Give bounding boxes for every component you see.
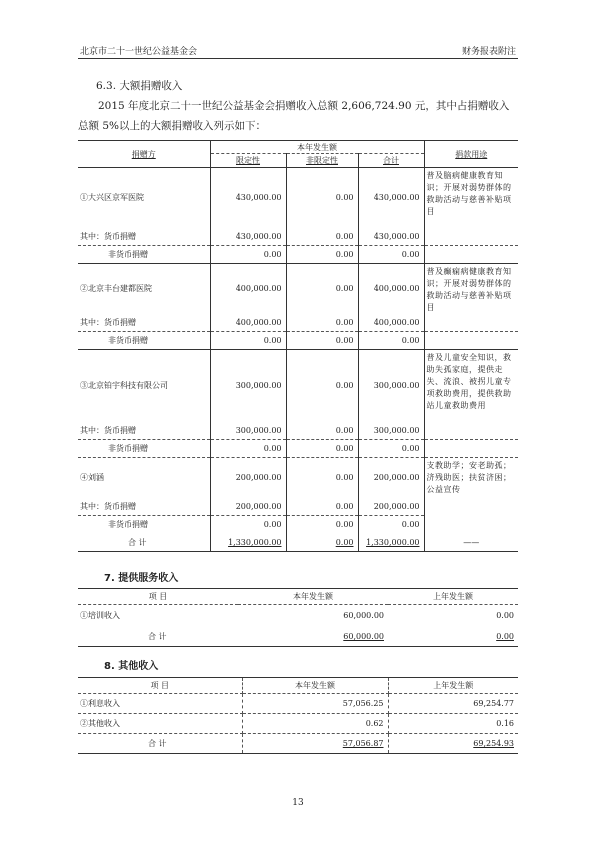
total-row — [78, 627, 518, 647]
other-income-table — [78, 677, 518, 754]
service-income-wrapper — [78, 588, 518, 647]
table-row — [78, 246, 518, 264]
table-row — [78, 332, 518, 350]
total-row — [78, 734, 518, 754]
donation-table — [78, 140, 518, 552]
noncash-total: 0.00 — [358, 440, 424, 458]
total-label: 合 计 — [148, 631, 167, 641]
table-row — [78, 714, 518, 734]
total-current: 60,000.00 — [343, 631, 384, 641]
prior-value: 0.16 — [388, 714, 518, 734]
header-unrestricted: 非限定性 — [286, 154, 358, 168]
noncash-label: 非货币捐赠 — [78, 440, 210, 458]
noncash-restricted: 0.00 — [210, 440, 286, 458]
donation-purpose: 支教助学；安老助孤；济残助医；扶贫济困；公益宣传 — [426, 461, 512, 494]
cash-restricted: 300,000.00 — [210, 422, 286, 440]
cash-label: 其中：货币捐赠 — [78, 228, 210, 246]
header-current-year: 本年发生额 — [210, 141, 424, 154]
noncash-label: 非货币捐赠 — [78, 246, 210, 264]
cash-label: 其中：货币捐赠 — [78, 314, 210, 332]
donation-purpose: 普及脑病健康教育知识；开展对弱势群体的救助活动与慈善补贴项目 — [424, 168, 518, 246]
total-label: 合 计 — [78, 534, 210, 552]
noncash-total: 0.00 — [358, 516, 424, 534]
total-unrestricted: 0.00 — [286, 534, 358, 552]
header-org-name: 北京市二十一世纪公益基金会 — [80, 47, 198, 57]
cash-restricted: 400,000.00 — [210, 314, 286, 332]
total-value: 200,000.00 — [358, 458, 424, 498]
cash-unrestricted: 0.00 — [286, 228, 358, 246]
table-row — [78, 350, 518, 422]
noncash-restricted: 0.00 — [210, 332, 286, 350]
total-label: 合 计 — [78, 734, 242, 754]
donation-purpose: 普及癫痫病健康教育知识；开展对弱势群体的救助活动与慈善补贴项目 — [424, 264, 518, 332]
donor-name: ③北京铂宇科技有限公司 — [78, 350, 210, 422]
noncash-total: 0.00 — [358, 332, 424, 350]
table-row — [78, 168, 518, 228]
section-8-title: 8. 其他收入 — [104, 661, 159, 672]
cash-unrestricted: 0.00 — [286, 498, 358, 516]
noncash-unrestricted: 0.00 — [286, 516, 358, 534]
cash-restricted: 200,000.00 — [210, 498, 286, 516]
noncash-unrestricted: 0.00 — [286, 332, 358, 350]
page-number: 13 — [292, 798, 304, 808]
unrestricted-value: 0.00 — [286, 458, 358, 498]
cash-label: 其中：货币捐赠 — [78, 498, 210, 516]
total-total: 1,330,000.00 — [358, 534, 424, 552]
header-prior: 上年发生额 — [388, 589, 518, 605]
table-row — [78, 458, 518, 498]
current-value: 60,000.00 — [343, 611, 384, 621]
section-6-3-title: 6.3. 大额捐赠收入 — [96, 80, 183, 92]
unrestricted-value: 0.00 — [286, 350, 358, 422]
current-value: 57,056.25 — [242, 694, 388, 714]
header-item: 项 目 — [78, 678, 242, 694]
restricted-value: 430,000.00 — [210, 168, 286, 228]
cash-total: 200,000.00 — [358, 498, 424, 516]
header-prior: 上年发生额 — [388, 678, 518, 694]
noncash-unrestricted: 0.00 — [286, 246, 358, 264]
noncash-label: 非货币捐赠 — [78, 332, 210, 350]
section-6-3-paragraph: 2015 年度北京二十一世纪公益基金会捐赠收入总额 2,606,724.90 元，其中占捐赠收入总额 5%以上的大额捐赠收入列示如下： — [78, 100, 510, 132]
prior-value: 69,254.77 — [388, 694, 518, 714]
cash-label: 其中：货币捐赠 — [78, 422, 210, 440]
table-row — [78, 516, 518, 534]
restricted-value: 200,000.00 — [210, 458, 286, 498]
cash-total: 430,000.00 — [358, 228, 424, 246]
header-item: 项 目 — [78, 589, 238, 605]
cash-unrestricted: 0.00 — [286, 422, 358, 440]
total-current: 57,056.87 — [242, 734, 388, 754]
service-income-table — [78, 588, 518, 647]
cash-total: 400,000.00 — [358, 314, 424, 332]
header-current: 本年发生额 — [238, 589, 388, 605]
table-row — [78, 264, 518, 314]
total-value: 430,000.00 — [358, 168, 424, 228]
table-row — [78, 694, 518, 714]
table-row — [78, 605, 518, 627]
noncash-restricted: 0.00 — [210, 516, 286, 534]
unrestricted-value: 0.00 — [286, 264, 358, 314]
item-label: ①培训收入 — [80, 611, 120, 621]
total-row — [78, 534, 518, 552]
header-restricted: 限定性 — [210, 154, 286, 168]
header-divider — [78, 58, 518, 59]
noncash-label: 非货币捐赠 — [78, 516, 210, 534]
noncash-restricted: 0.00 — [210, 246, 286, 264]
total-value: 400,000.00 — [358, 264, 424, 314]
unrestricted-value: 0.00 — [286, 168, 358, 228]
other-income-wrapper — [78, 677, 518, 754]
prior-value: 0.00 — [496, 611, 514, 621]
current-value: 0.62 — [242, 714, 388, 734]
header-purpose: 捐款用途 — [424, 141, 518, 168]
total-value: 300,000.00 — [358, 350, 424, 422]
header-doc-title: 财务报表附注 — [461, 47, 516, 57]
item-label: ①利息收入 — [78, 694, 242, 714]
cash-unrestricted: 0.00 — [286, 314, 358, 332]
cash-restricted: 430,000.00 — [210, 228, 286, 246]
cash-total: 300,000.00 — [358, 422, 424, 440]
donor-name: ①大兴区京军医院 — [78, 168, 210, 228]
header-donor: 捐赠方 — [78, 141, 210, 168]
table-row — [78, 440, 518, 458]
total-prior: 0.00 — [496, 631, 514, 641]
item-label: ②其他收入 — [78, 714, 242, 734]
restricted-value: 300,000.00 — [210, 350, 286, 422]
donor-name: ②北京丰台建都医院 — [78, 264, 210, 314]
total-purpose: —— — [463, 537, 480, 547]
noncash-total: 0.00 — [358, 246, 424, 264]
total-restricted: 1,330,000.00 — [210, 534, 286, 552]
donor-name: ④刘涵 — [78, 458, 210, 498]
donation-table-wrapper — [78, 140, 518, 552]
total-prior: 69,254.93 — [473, 739, 514, 748]
noncash-unrestricted: 0.00 — [286, 440, 358, 458]
restricted-value: 400,000.00 — [210, 264, 286, 314]
header-current: 本年发生额 — [242, 678, 388, 694]
donation-purpose: 普及儿童安全知识，救助失孤家庭，提供走失、流浪、被拐儿童专项救助费用，提供救助站儿童救助费用 — [424, 350, 518, 440]
section-7-title: 7. 提供服务收入 — [104, 573, 179, 584]
header-total: 合计 — [358, 154, 424, 168]
